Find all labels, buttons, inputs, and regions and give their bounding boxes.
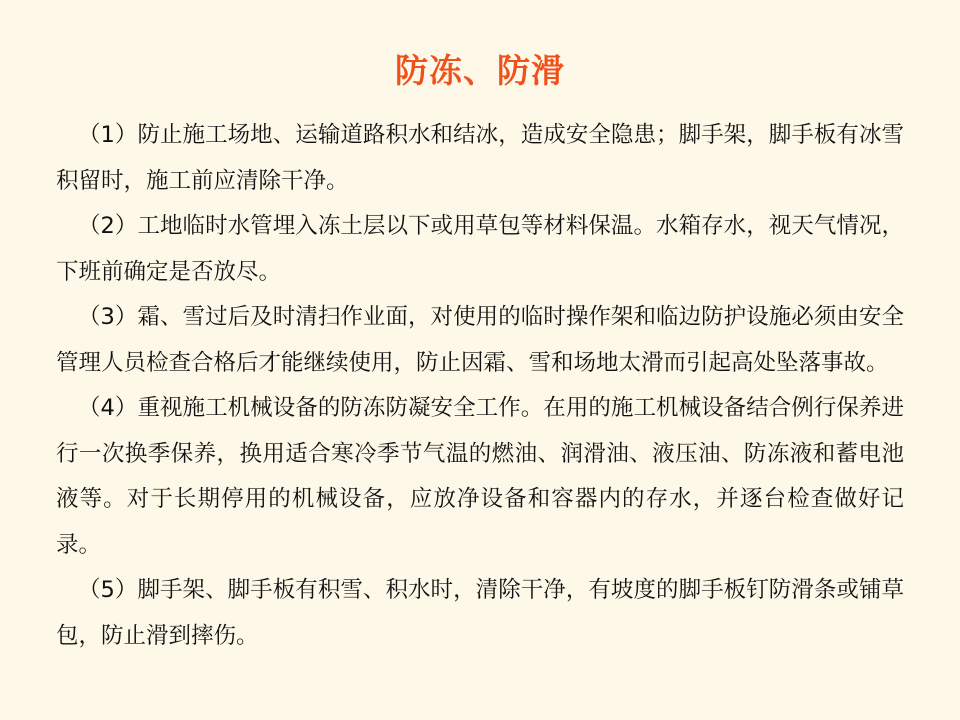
content-body bbox=[56, 113, 904, 659]
paragraph-4: （4）重视施工机械设备的防冻防凝安全工作。在用的施工机械设备结合例行保养进行一次换季保养，换用适合寒冷季节气温的燃油、润滑油、液压油、防冻液和蓄电池液等。对于长期停用的机械设备，应放净设备和容器内的存水，并逐台检查做好记录。 bbox=[56, 395, 904, 558]
page-title: 防冻、防滑 bbox=[395, 51, 565, 90]
paragraph-1: （1）防止施工场地、运输道路积水和结冰，造成安全隐患；脚手架，脚手板有冰雪积留时，施工前应清除干净。 bbox=[56, 122, 904, 194]
paragraph-3: （3）霜、雪过后及时清扫作业面，对使用的临时操作架和临边防护设施必须由安全管理人员检查合格后才能继续使用，防止因霜、雪和场地太滑而引起高处坠落事故。 bbox=[56, 304, 904, 376]
paragraph-2: （2）工地临时水管埋入冻土层以下或用草包等材料保温。水箱存水，视天气情况，下班前确定是否放尽。 bbox=[56, 213, 904, 285]
paragraph-5: （5）脚手架、脚手板有积雪、积水时，清除干净，有坡度的脚手板钉防滑条或铺草包，防止滑到摔伤。 bbox=[56, 577, 904, 649]
